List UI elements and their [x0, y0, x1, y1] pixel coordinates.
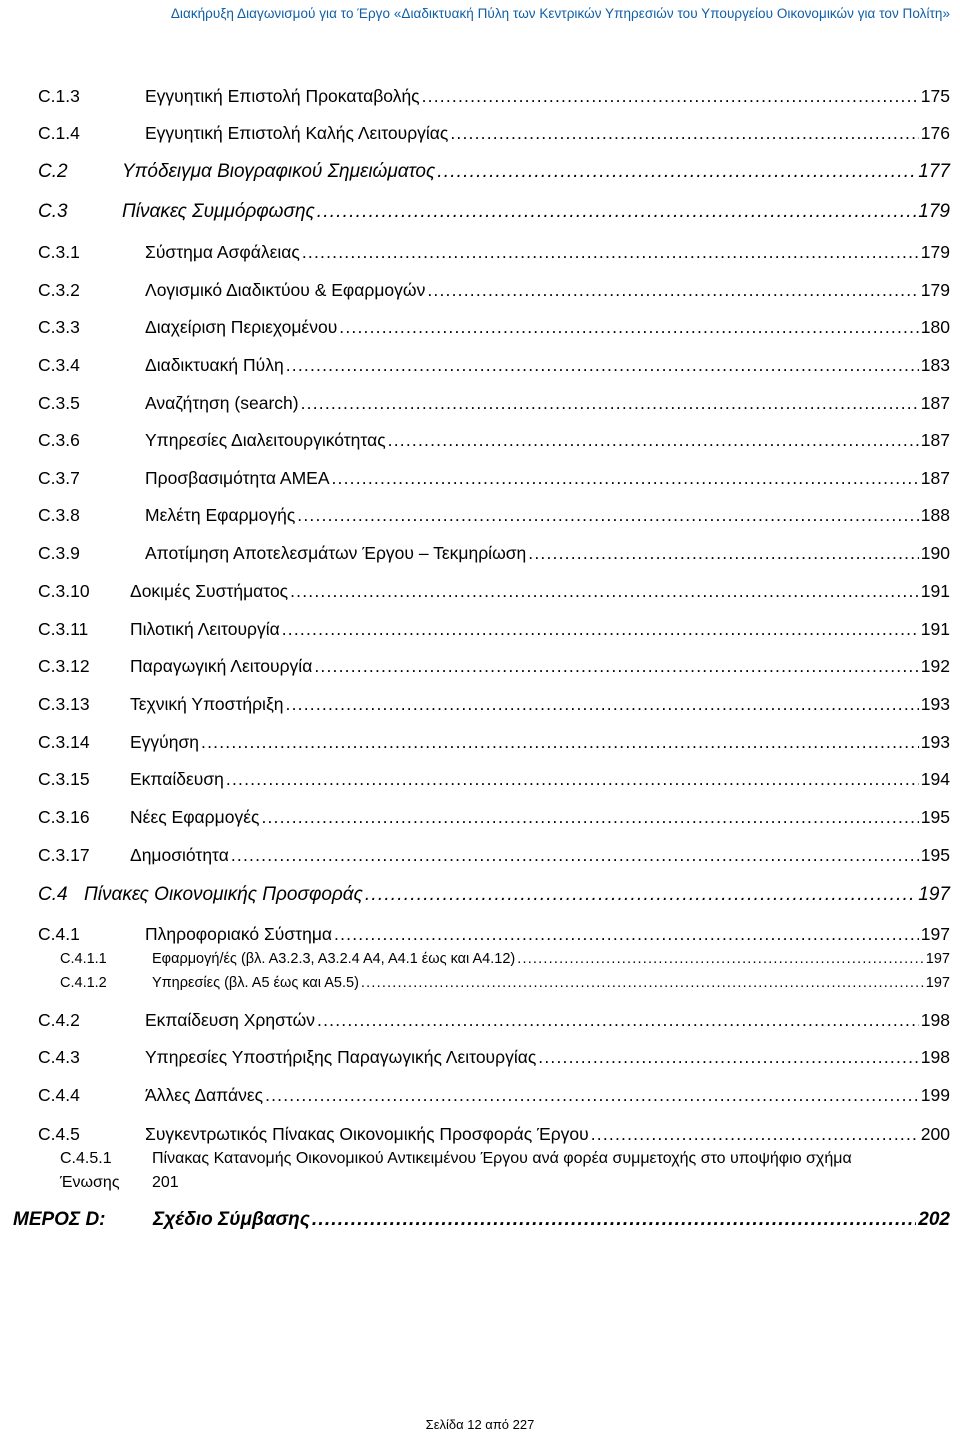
toc-page: 198 [920, 1047, 950, 1067]
toc-title: Υπηρεσίες Υποστήριξης Παραγωγικής Λειτουργίας [145, 1047, 537, 1067]
toc-leader [317, 201, 917, 223]
toc-leader [361, 975, 924, 991]
toc-entry[interactable] [0, 769, 950, 790]
toc-number: C.3 [38, 201, 68, 222]
toc-entry[interactable] [0, 951, 950, 967]
toc-title: Εγγυητική Επιστολή Προκαταβολής [145, 86, 420, 106]
toc-page: 197 [918, 884, 950, 905]
toc-number: C.4.1 [38, 924, 80, 944]
toc-page: 191 [920, 619, 950, 639]
toc-entry[interactable] [0, 1124, 950, 1145]
toc-title: Πίνακες Οικονομικής Προσφοράς [84, 884, 363, 905]
toc-entry[interactable] [0, 924, 950, 945]
toc-title: Εκπαίδευση Χρηστών [145, 1010, 316, 1030]
toc-number: C.3.5 [38, 393, 80, 413]
page-footer: Σελίδα 12 από 227 [425, 1417, 535, 1432]
toc-entry[interactable] [0, 505, 950, 526]
toc-leader [231, 845, 919, 866]
toc-number: C.3.7 [38, 468, 80, 488]
toc-title: Προσβασιμότητα ΑΜΕΑ [145, 468, 330, 488]
toc-entry-part[interactable] [0, 1209, 950, 1231]
toc-number: C.3.4 [38, 355, 80, 375]
toc-number: C.4.3 [38, 1047, 80, 1067]
toc-number: C.4.5 [38, 1124, 80, 1144]
toc-leader [314, 656, 918, 677]
toc-page: 195 [920, 807, 950, 827]
toc-title: Πληροφοριακό Σύστημα [145, 924, 333, 944]
toc-leader [201, 732, 919, 753]
toc-page: 197 [925, 951, 950, 967]
toc-number: C.1.4 [38, 123, 80, 143]
toc-entry[interactable] [0, 468, 950, 489]
toc-page: 175 [920, 86, 950, 106]
toc-leader [282, 619, 919, 640]
toc-entry[interactable] [0, 86, 950, 107]
toc-title: Δοκιμές Συστήματος [130, 581, 289, 601]
toc-title: Υπηρεσίες Διαλειτουργικότητας [145, 430, 386, 450]
toc-entry[interactable] [0, 694, 950, 715]
toc-entry[interactable] [0, 355, 950, 376]
toc-leader [422, 86, 919, 107]
toc-title: Πίνακας Κατανομής Οικονομικού Αντικειμένου Έργου ανά φορέα συμμετοχής στο υποψήφιο σχήμα [152, 1150, 852, 1167]
toc-entry[interactable] [0, 242, 950, 263]
toc-number: C.4.1.1 [60, 951, 107, 967]
toc-entry[interactable] [0, 732, 950, 753]
toc-title: Λογισμικό Διαδικτύου & Εφαρμογών [145, 280, 426, 300]
toc-number: C.3.12 [38, 656, 90, 676]
toc-page: 193 [920, 732, 950, 752]
toc-leader [317, 1010, 919, 1031]
toc-number: C.3.2 [38, 280, 80, 300]
toc-number: C.4.5.1 [60, 1150, 112, 1167]
toc-page: 193 [920, 694, 950, 714]
toc-title: Μελέτη Εφαρμογής [145, 505, 296, 525]
toc-page: 197 [925, 975, 950, 991]
toc-title: Υπόδειγμα Βιογραφικού Σημειώματος [122, 161, 436, 182]
toc-leader [339, 317, 919, 338]
toc-entry[interactable] [0, 884, 950, 906]
toc-title: Άλλες Δαπάνες [145, 1085, 264, 1105]
toc-title: Εγγυητική Επιστολή Καλής Λειτουργίας [145, 123, 449, 143]
toc-leader [528, 543, 919, 564]
toc-leader [290, 581, 919, 602]
toc-number: C.4.1.2 [60, 975, 107, 991]
toc-title: Σύστημα Ασφάλειας [145, 242, 300, 262]
toc-title: Εγγύηση [130, 732, 200, 752]
toc-leader [302, 242, 919, 263]
toc-entry[interactable] [0, 317, 950, 338]
toc-title: Τεχνική Υποστήριξη [130, 694, 284, 714]
toc-number: C.3.16 [38, 807, 90, 827]
toc-entry[interactable] [0, 619, 950, 640]
toc-leader [301, 393, 919, 414]
toc-title-continuation: Ένωσης [60, 1174, 120, 1191]
toc-entry[interactable] [0, 123, 950, 144]
toc-title: Διαχείριση Περιεχομένου [145, 317, 338, 337]
toc-page: 190 [920, 543, 950, 563]
toc-leader [365, 884, 916, 906]
toc-leader [538, 1047, 919, 1068]
toc-entry[interactable] [0, 807, 950, 828]
toc-leader [517, 951, 924, 967]
toc-title: Εφαρμογή/ές (βλ. Α3.2.3, Α3.2.4 Α4, Α4.1 έως και Α4.12) [152, 951, 516, 967]
toc-entry[interactable] [0, 543, 950, 564]
document-header: Διακήρυξη Διαγωνισμού για το Έργο «Διαδικτυακή Πύλη των Κεντρικών Υπηρεσιών του Υπουργείου Οικονομικών για τον Πολίτη» [170, 6, 950, 21]
toc-page: 176 [920, 123, 950, 143]
toc-page: 192 [920, 656, 950, 676]
toc-leader [265, 1085, 919, 1106]
toc-page: 194 [920, 769, 950, 789]
toc-number: C.3.17 [38, 845, 90, 865]
toc-page: 199 [920, 1085, 950, 1105]
toc-entry[interactable] [0, 656, 950, 677]
toc-leader [591, 1124, 919, 1145]
toc-entry[interactable] [0, 1047, 950, 1068]
toc-number: C.3.6 [38, 430, 80, 450]
toc-title: Αναζήτηση (search) [145, 393, 299, 413]
toc-page: 177 [918, 161, 950, 182]
toc-leader [261, 807, 918, 828]
toc-entry[interactable] [0, 161, 950, 183]
toc-number: C.4 [38, 884, 68, 905]
toc-entry[interactable] [0, 280, 950, 301]
toc-leader [332, 468, 919, 489]
toc-page: 179 [920, 242, 950, 262]
toc-entry-wrapped[interactable] [60, 1147, 950, 1195]
toc-page: 187 [920, 393, 950, 413]
toc-number: C.3.11 [38, 619, 89, 639]
toc-number: C.3.1 [38, 242, 80, 262]
toc-page: 198 [920, 1010, 950, 1030]
toc-entry[interactable] [0, 1010, 950, 1031]
toc-leader [286, 355, 919, 376]
toc-title: Δημοσιότητα [130, 845, 229, 865]
toc-leader [312, 1209, 916, 1231]
toc-page: 187 [920, 468, 950, 488]
toc-title: Παραγωγική Λειτουργία [130, 656, 313, 676]
toc-number: C.3.15 [38, 769, 90, 789]
toc-leader [427, 280, 918, 301]
toc-leader [437, 161, 916, 183]
toc-number: C.2 [38, 161, 68, 182]
toc-page: 201 [152, 1174, 179, 1191]
toc-page: 195 [920, 845, 950, 865]
toc-page: 187 [920, 430, 950, 450]
toc-leader [450, 123, 918, 144]
toc-page: 179 [920, 280, 950, 300]
toc-number: C.3.9 [38, 543, 80, 563]
toc-entry[interactable] [0, 393, 950, 414]
toc-entry[interactable] [0, 201, 950, 223]
toc-entry[interactable] [0, 975, 950, 991]
toc-title: Εκπαίδευση [130, 769, 224, 789]
toc-number: ΜΕΡΟΣ D: [13, 1209, 106, 1230]
toc-title: Διαδικτυακή Πύλη [145, 355, 284, 375]
toc-number: C.3.10 [38, 581, 90, 601]
toc-number: C.4.2 [38, 1010, 80, 1030]
toc-number: C.3.14 [38, 732, 90, 752]
toc-number: C.3.8 [38, 505, 80, 525]
toc-title: Αποτίμηση Αποτελεσμάτων Έργου – Τεκμηρίωση [145, 543, 527, 563]
toc-page: 200 [920, 1124, 950, 1144]
toc-entry[interactable] [0, 845, 950, 866]
toc-number: C.3.13 [38, 694, 90, 714]
toc-number: C.4.4 [38, 1085, 80, 1105]
toc-page: 197 [920, 924, 950, 944]
toc-title: Νέες Εφαρμογές [130, 807, 260, 827]
toc-entry[interactable] [0, 430, 950, 451]
toc-title: Πιλοτική Λειτουργία [130, 619, 280, 639]
toc-page: 180 [920, 317, 950, 337]
toc-entry[interactable] [0, 581, 950, 602]
toc-page: 183 [920, 355, 950, 375]
toc-number: C.3.3 [38, 317, 80, 337]
toc-leader [297, 505, 919, 526]
toc-leader [334, 924, 919, 945]
toc-title: Σχέδιο Σύμβασης [153, 1209, 310, 1230]
toc-title: Συγκεντρωτικός Πίνακας Οικονομικής Προσφοράς Έργου [145, 1124, 589, 1144]
toc-entry[interactable] [0, 1085, 950, 1106]
toc-leader [226, 769, 919, 790]
toc-page: 202 [918, 1209, 950, 1230]
toc-page: 179 [918, 201, 950, 222]
toc-leader [388, 430, 919, 451]
toc-leader [286, 694, 919, 715]
toc-page: 191 [920, 581, 950, 601]
toc-title: Πίνακες Συμμόρφωσης [122, 201, 315, 222]
toc-page: 188 [920, 505, 950, 525]
toc-number: C.1.3 [38, 86, 80, 106]
toc-title: Υπηρεσίες (βλ. Α5 έως και Α5.5) [152, 975, 359, 991]
